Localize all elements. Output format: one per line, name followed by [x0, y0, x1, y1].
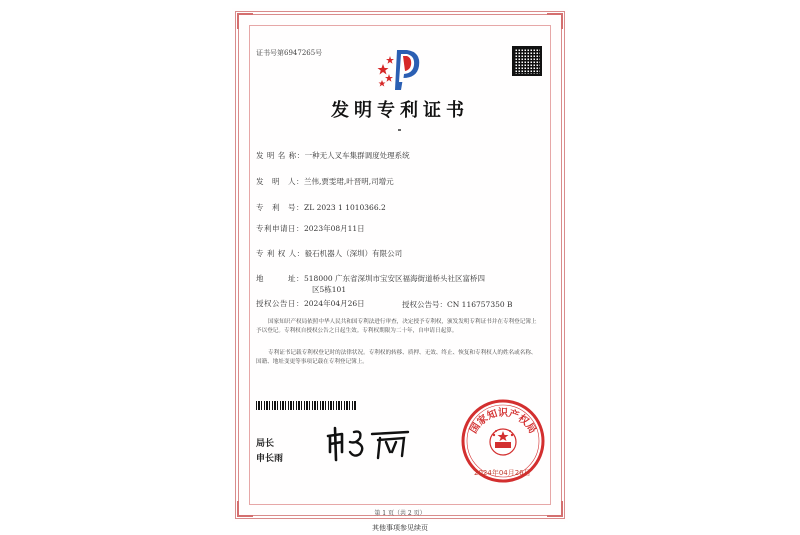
signatory-title: 局长: [256, 439, 275, 449]
grant-date-field: [256, 299, 365, 309]
invention-name-field: [256, 151, 410, 161]
legal-status-note: 专利证书记载专利权登记时的法律状况。专利权的转移、质押、无效、终止、恢复和专利权人的姓名或名称、国籍、地址变更等事项记载在专利登记簿上。: [256, 350, 537, 365]
patentee-field: [256, 249, 402, 259]
certificate-number: 证书号第6947265号: [256, 49, 323, 57]
certificate-sheet: [232, 8, 568, 522]
field-label: 专 利 号：: [256, 203, 304, 212]
page-number: 第 1 页（共 2 页）: [374, 510, 426, 517]
field-label: 专利申请日：: [256, 224, 304, 233]
address-field: [256, 274, 485, 284]
field-value: 一种无人叉车集群调度处理系统: [304, 151, 410, 160]
field-label: 授权公告日：: [256, 299, 304, 308]
corner-ornament: [547, 13, 563, 29]
barcode-icon: [256, 401, 356, 410]
field-value: 2024年04月26日: [304, 299, 365, 308]
title-mark: [398, 129, 401, 131]
patent-office-emblem-icon: [377, 46, 429, 92]
field-value: 兰伟,贾雯珺,叶晋明,司增元: [304, 177, 394, 186]
filing-date-field: [256, 224, 365, 234]
field-value: ZL 2023 1 1010366.2: [304, 203, 386, 212]
field-label: 专 利 权 人：: [256, 249, 305, 258]
field-label: 地 址：: [256, 274, 304, 283]
field-label: 发 明 名 称：: [256, 151, 305, 160]
certificate-title: 发明专利证书: [331, 100, 469, 121]
field-label: 发 明 人：: [256, 177, 304, 186]
field-value: 毅石机器人（深圳）有限公司: [304, 249, 403, 258]
seal-date: 2024年04月26日: [474, 469, 531, 477]
inventor-field: [256, 177, 394, 187]
address-line-2: 区5栋101: [312, 285, 347, 294]
seal-text: 国家知识产权局: [468, 408, 538, 436]
field-value: 518000 广东省深圳市宝安区福海街道桥头社区富桥四: [304, 274, 486, 283]
handwritten-signature: [320, 422, 415, 464]
field-label: 授权公告号：: [402, 300, 447, 309]
qr-code-icon: [514, 48, 540, 74]
continuation-note: 其他事项参见续页: [372, 524, 428, 532]
corner-ornament: [237, 13, 253, 29]
field-value: 2023年08月11日: [304, 224, 365, 233]
grant-number-field: [402, 299, 513, 310]
field-value: CN 116757350 B: [447, 300, 513, 309]
signatory-name: 申长雨: [256, 454, 284, 464]
patent-number-field: [256, 203, 386, 213]
certificate-statement: 国家知识产权局依照中华人民共和国专利法进行审查，决定授予专利权，颁发发明专利证书并在专利登记簿上予以登记。专利权自授权公告之日起生效。专利权期限为二十年，自申请日起算。: [256, 319, 537, 334]
